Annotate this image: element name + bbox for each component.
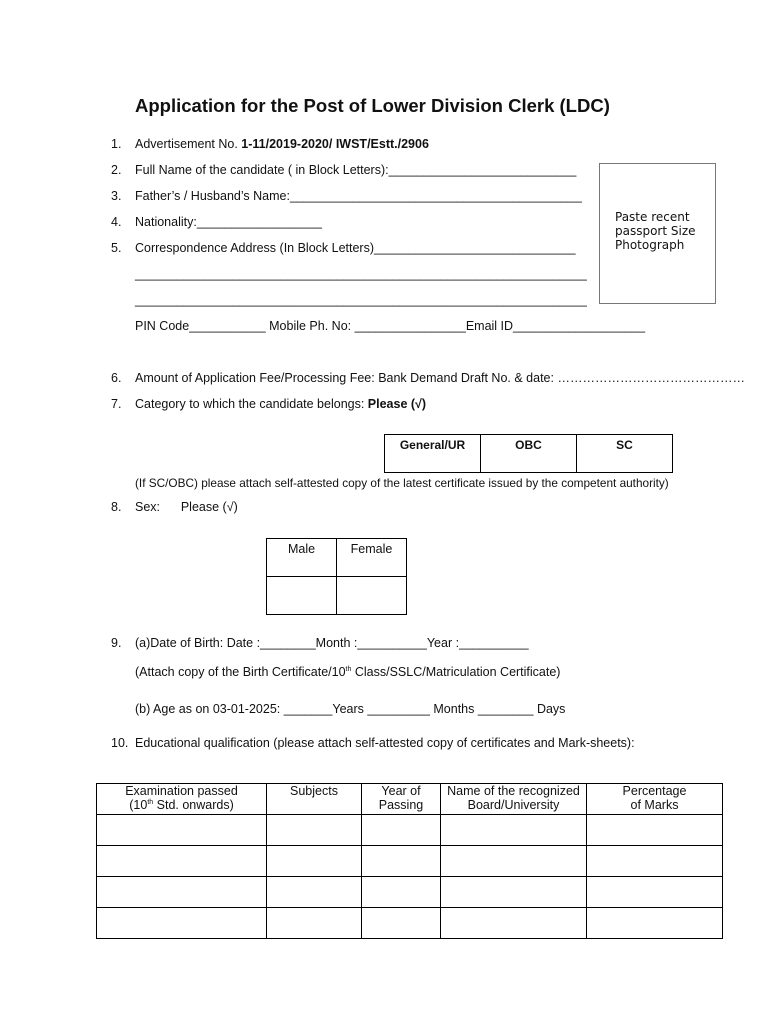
table-cell[interactable] xyxy=(441,846,587,877)
category-option-general[interactable]: General/UR xyxy=(385,435,481,473)
sex-option-female: Female xyxy=(337,539,407,577)
photo-box xyxy=(599,163,716,304)
sex-option-male: Male xyxy=(267,539,337,577)
table-cell[interactable] xyxy=(267,815,362,846)
table-cell[interactable] xyxy=(97,846,267,877)
birth-certificate-note-text-2: Class/SSLC/Matriculation Certificate) xyxy=(351,665,561,679)
item-number: 3. xyxy=(111,189,122,203)
table-cell[interactable] xyxy=(441,815,587,846)
educational-qualification-heading: Educational qualification (please attach self-attested copy of certificates and Mark-sheets): xyxy=(135,736,635,750)
sex-checkbox-female[interactable] xyxy=(337,577,407,615)
category-label: Category to which the candidate belongs: xyxy=(135,397,368,411)
father-husband-name-field[interactable]: Father’s / Husband’s Name:__________________________________________ xyxy=(135,189,582,203)
table-cell[interactable] xyxy=(362,815,441,846)
full-name-field[interactable]: Full Name of the candidate ( in Block Letters):___________________________ xyxy=(135,163,577,177)
item-number: 5. xyxy=(111,241,122,255)
item-number: 10. xyxy=(111,736,129,750)
date-of-birth-field[interactable]: (a)Date of Birth: Date :________Month :__________Year :__________ xyxy=(135,636,529,650)
advertisement-label: Advertisement No. xyxy=(135,137,242,151)
header-percentage-line2: of Marks xyxy=(630,798,679,812)
item-number: 4. xyxy=(111,215,122,229)
table-cell[interactable] xyxy=(362,877,441,908)
table-cell[interactable] xyxy=(97,908,267,939)
item-number: 1. xyxy=(111,137,122,151)
table-cell[interactable] xyxy=(587,846,723,877)
header-board-line2: Board/University xyxy=(467,798,560,812)
address-line-2[interactable]: _________________________________________________________________ xyxy=(135,267,587,281)
superscript: th xyxy=(147,798,154,806)
table-cell[interactable] xyxy=(362,846,441,877)
header-year-line1: Year of xyxy=(381,784,421,798)
advertisement-number-line xyxy=(135,136,429,152)
header-examination-line1: Examination passed xyxy=(125,784,238,798)
address-line-3[interactable]: _________________________________________________________________ xyxy=(135,293,587,307)
category-option-sc[interactable]: SC xyxy=(577,435,673,473)
education-table-header xyxy=(97,784,723,815)
item-number: 6. xyxy=(111,371,122,385)
item-number: 2. xyxy=(111,163,122,177)
header-subjects xyxy=(267,784,362,815)
page-title: Application for the Post of Lower Division Clerk (LDC) xyxy=(135,95,610,116)
table-row xyxy=(97,877,723,908)
sex-table xyxy=(266,538,407,615)
header-board-line1: Name of the recognized xyxy=(447,784,580,798)
table-cell[interactable] xyxy=(267,908,362,939)
advertisement-number: 1-11/2019-2020/ IWST/Estt./2906 xyxy=(241,137,429,151)
table-cell[interactable] xyxy=(362,908,441,939)
header-year-line2: Passing xyxy=(378,798,424,812)
item-number: 7. xyxy=(111,397,122,411)
item-number: 9. xyxy=(111,636,122,650)
header-examination xyxy=(97,784,267,815)
header-board xyxy=(441,784,587,815)
sex-question: Sex: Please (√) xyxy=(135,500,238,514)
header-percentage xyxy=(587,784,723,815)
table-row xyxy=(97,846,723,877)
table-row xyxy=(97,815,723,846)
category-instruction: Please (√) xyxy=(367,397,427,411)
table-cell[interactable] xyxy=(587,908,723,939)
table-cell[interactable] xyxy=(97,877,267,908)
nationality-field[interactable]: Nationality:__________________ xyxy=(135,215,322,229)
contact-details-line[interactable]: PIN Code___________ Mobile Ph. No: ________________Email ID___________________ xyxy=(135,319,646,333)
category-question xyxy=(135,396,426,412)
application-fee-field[interactable]: Amount of Application Fee/Processing Fee: Bank Demand Draft No. & date: ……………………………………… xyxy=(135,371,745,385)
table-cell[interactable] xyxy=(97,815,267,846)
header-subjects-line1: Subjects xyxy=(290,784,338,798)
birth-certificate-note xyxy=(135,664,560,680)
table-cell[interactable] xyxy=(267,846,362,877)
category-option-obc[interactable]: OBC xyxy=(481,435,577,473)
category-note: (If SC/OBC) please attach self-attested copy of the latest certificate issued by the competent authority) xyxy=(135,476,669,490)
photo-box-label: Paste recent passport Size Photograph xyxy=(615,210,696,252)
age-field[interactable]: (b) Age as on 03-01-2025: _______Years _________ Months ________ Days xyxy=(135,702,566,716)
superscript: th xyxy=(345,665,352,673)
item-number: 8. xyxy=(111,500,122,514)
table-cell[interactable] xyxy=(587,815,723,846)
table-cell[interactable] xyxy=(587,877,723,908)
table-cell[interactable] xyxy=(441,877,587,908)
correspondence-address-field[interactable]: Correspondence Address (In Block Letters)_____________________________ xyxy=(135,241,576,255)
header-examination-line2 xyxy=(97,798,266,812)
education-table xyxy=(96,783,723,939)
header-year xyxy=(362,784,441,815)
birth-certificate-note-text: (Attach copy of the Birth Certificate/10 xyxy=(135,665,346,679)
table-cell[interactable] xyxy=(267,877,362,908)
table-row xyxy=(97,908,723,939)
header-text-2: Std. onwards) xyxy=(153,798,234,812)
table-cell[interactable] xyxy=(441,908,587,939)
sex-checkbox-male[interactable] xyxy=(267,577,337,615)
header-text: (10 xyxy=(129,798,148,812)
category-table xyxy=(384,434,673,473)
header-percentage-line1: Percentage xyxy=(622,784,687,798)
